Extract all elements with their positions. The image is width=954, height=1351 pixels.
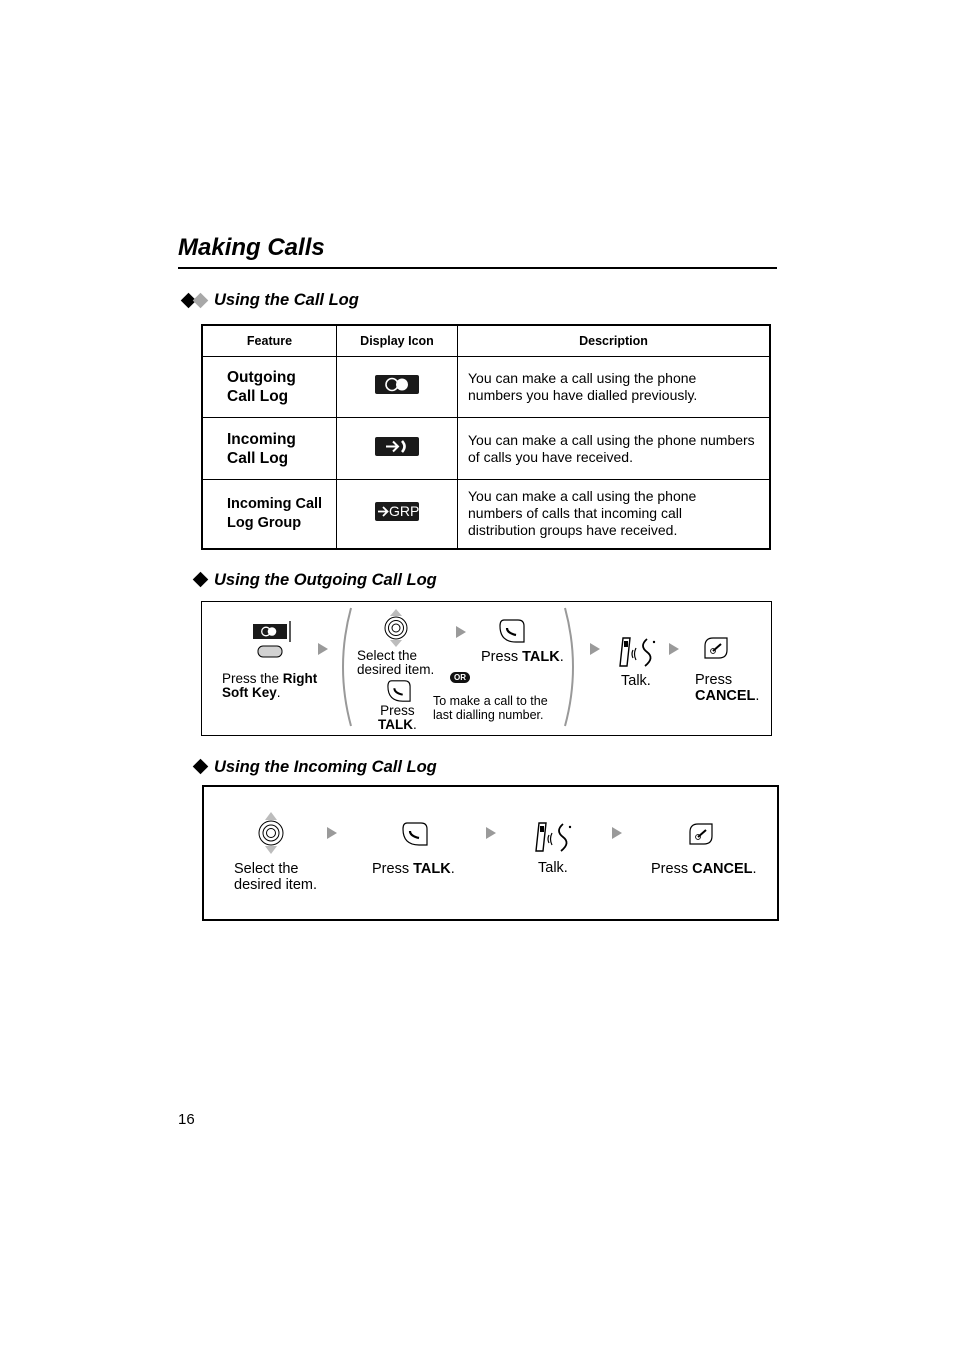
step-text-press-talk-redial: Press TALK. [378, 703, 417, 732]
description-text: You can make a call using the phone numbers [468, 431, 755, 448]
step-text-press-talk: Press TALK. [372, 861, 455, 877]
incoming-log-icon [375, 437, 419, 456]
diamond-bullet-icon [193, 293, 209, 309]
section-heading-incoming: Using the Incoming Call Log [214, 758, 437, 776]
step-text-press-cancel: Press CANCEL. [651, 861, 757, 877]
step-text-redial-note: To make a call to the last dialling number. [433, 694, 548, 722]
handset-talking-icon [533, 821, 573, 853]
table-header-row [202, 325, 770, 357]
feature-label: Incoming Call [227, 495, 323, 512]
step-arrow-icon [612, 827, 622, 839]
talk-key-icon [385, 679, 413, 703]
feature-label: Log Group [227, 514, 302, 531]
or-badge: OR [450, 672, 470, 683]
handset-talking-icon [617, 636, 657, 668]
description-text: You can make a call using the phone [468, 488, 697, 505]
page-number: 16 [178, 1111, 195, 1128]
step-arrow-icon [318, 643, 328, 655]
table-row [202, 357, 770, 418]
table-row [202, 418, 770, 480]
icon-cell [337, 418, 458, 480]
feature-label: Call Log [227, 449, 289, 467]
talk-key-icon [401, 821, 429, 847]
column-header-description: Description [458, 325, 771, 357]
grp-label: GRP [389, 502, 420, 519]
step-text-press-talk: Press TALK. [481, 649, 564, 665]
cancel-key-icon [703, 636, 729, 660]
description-text: numbers of calls that incoming call [468, 505, 682, 522]
description-text: You can make a call using the phone [468, 370, 697, 386]
step-arrow-icon [327, 827, 337, 839]
description-cell [458, 357, 771, 418]
page-title: Making Calls [178, 234, 325, 261]
description-text: numbers you have dialled previously. [468, 387, 698, 403]
step-text-press-cancel: Press CANCEL. [695, 672, 760, 704]
feature-cell [202, 357, 337, 418]
step-arrow-icon [456, 626, 466, 638]
description-text: of calls you have received. [468, 448, 633, 465]
incoming-steps-box [202, 785, 779, 921]
incoming-group-log-icon [375, 502, 419, 521]
description-cell [458, 418, 771, 480]
step-arrow-icon [669, 643, 679, 655]
description-text: distribution groups have received. [468, 522, 678, 539]
section-heading-call-log: Using the Call Log [214, 291, 359, 309]
step-text-select: Select the desired item. [357, 648, 435, 677]
diamond-bullet-icon [193, 572, 209, 588]
diamond-bullet-icon [193, 759, 209, 775]
step-text-select: Select the desired item. [234, 861, 318, 893]
step-text-talk: Talk. [621, 673, 651, 689]
step-arrow-icon [486, 827, 496, 839]
step-arrow-icon [590, 643, 600, 655]
icon-cell [337, 357, 458, 418]
navigator-key-icon [256, 811, 286, 855]
step-text-soft-key: Press the Right Soft Key. [222, 671, 318, 700]
column-header-display-icon: Display Icon [337, 325, 458, 357]
outgoing-log-icon [375, 375, 419, 394]
navigator-key-icon [381, 608, 411, 648]
feature-label: Incoming [227, 430, 296, 448]
feature-cell [202, 418, 337, 480]
table-row [202, 480, 770, 549]
cancel-key-icon [688, 822, 714, 846]
soft-key-icon [251, 620, 293, 660]
feature-label: Outgoing [227, 369, 296, 386]
feature-label: Call Log [227, 388, 289, 405]
section-heading-outgoing: Using the Outgoing Call Log [214, 571, 437, 589]
description-cell [458, 480, 771, 549]
call-log-table [201, 324, 771, 550]
step-text-talk: Talk. [538, 860, 568, 876]
talk-key-icon [498, 618, 526, 644]
column-header-feature: Feature [202, 325, 337, 357]
feature-cell [202, 480, 337, 549]
title-rule [178, 267, 777, 269]
icon-cell [337, 480, 458, 549]
